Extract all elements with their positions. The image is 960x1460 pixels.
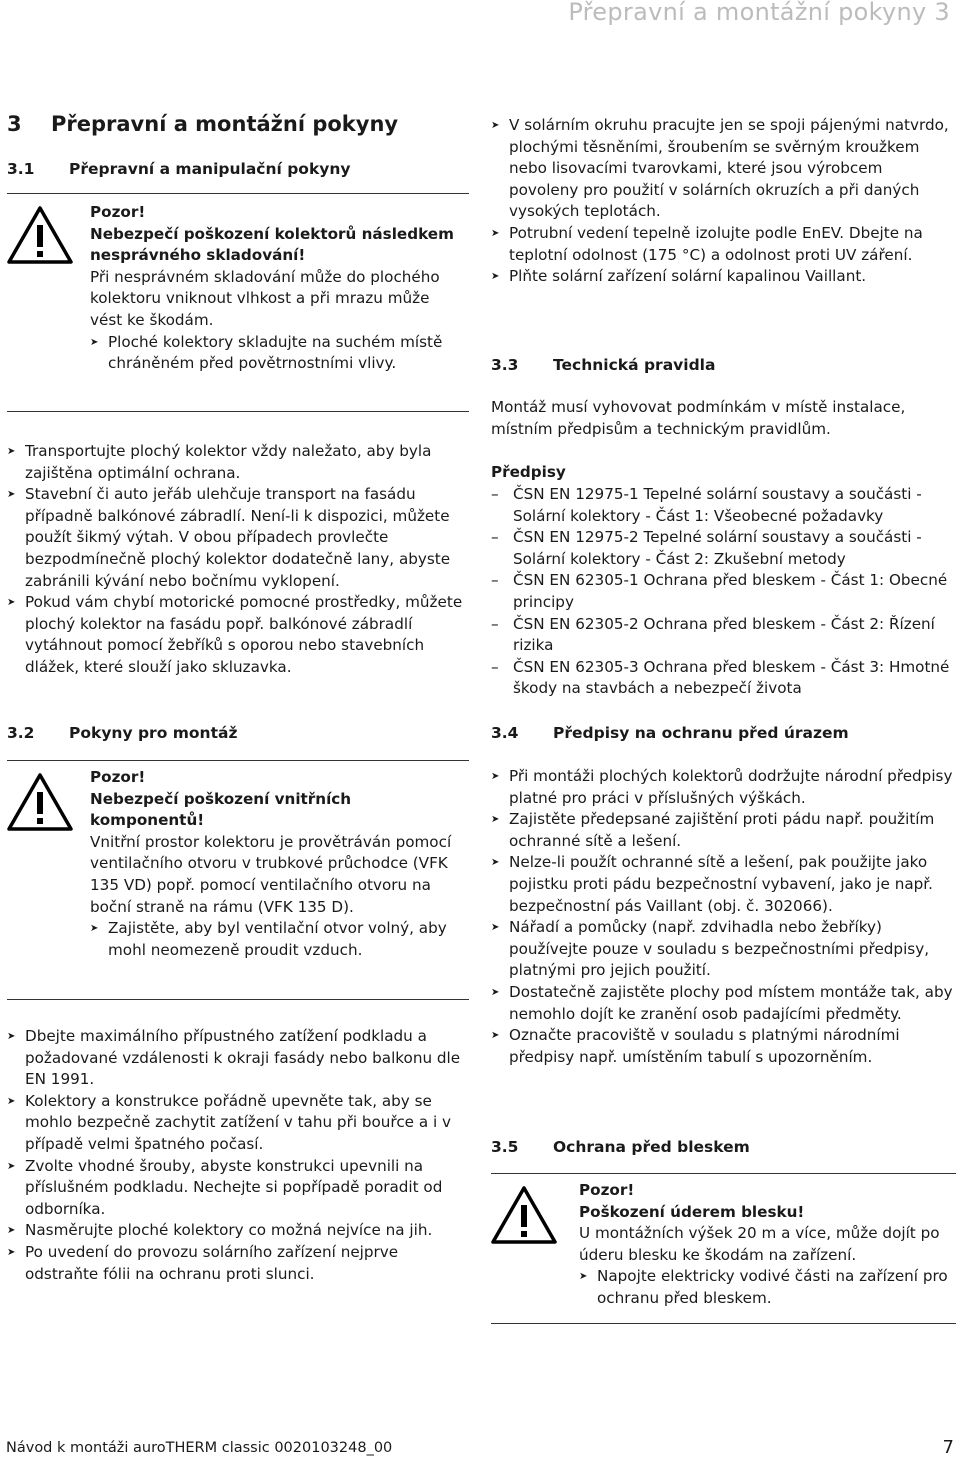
warning-triangle-icon (491, 1186, 557, 1244)
section-3-4-heading (491, 722, 956, 744)
list-item: ➤ Kolektory a konstrukce pořádně upevněte tak, aby se mohlo bezpečně zachytit zatížení v tahu při bouřce a i v případě velmi špatného počasí. (7, 1091, 469, 1156)
note-content (579, 1180, 951, 1310)
chapter-title: Přepravní a montážní pokyny (51, 112, 399, 136)
warning-triangle-icon (7, 206, 73, 264)
list-item: ➤ Nelze-li použít ochranné sítě a lešení, pak použijte jako pojistku proti pádu bezpečnostní vybavení, jako je např. bezpečnostní pás Vaillant (obj. č. 302066). (491, 852, 956, 917)
section-3-1-heading (7, 158, 469, 180)
section-title: Přepravní a manipulační pokyny (69, 160, 351, 178)
list-item: ➤ Po uvedení do provozu solárního zařízení nejprve odstraňte fólii na ochranu proti slunci. (7, 1242, 469, 1285)
section-title: Technická pravidla (553, 356, 716, 374)
note-title: Poškození úderem blesku! (579, 1202, 805, 1221)
note-bullets (90, 918, 462, 961)
list-item: – ČSN EN 12975-2 Tepelné solární soustavy a součásti - Solární kolektory - Část 2: Zkušební metody (491, 527, 956, 570)
note-bullet: ➤ Napojte elektricky vodivé části na zařízení pro ochranu před bleskem. (579, 1266, 951, 1309)
list-item: ➤ Dbejte maximálního přípustného zatížení podkladu a požadované vzdálenosti k okraji fasády nebo balkonu dle EN 1991. (7, 1026, 469, 1091)
list-item: ➤ Při montáži plochých kolektorů dodržujte národní předpisy platné pro práci v příslušných výškách. (491, 766, 956, 809)
section-3-3-heading (491, 354, 956, 376)
section-number: 3.1 (7, 160, 35, 178)
warning-note-storage (7, 193, 469, 412)
section-number: 3.5 (491, 1138, 519, 1156)
regulations-subtitle: Předpisy (491, 463, 566, 481)
note-label: Pozor! (579, 1181, 635, 1199)
technical-rules-intro: Montáž musí vyhovovat podmínkám v místě instalace, místním předpisům a technickým pravidlům. (491, 398, 906, 438)
list-item: – ČSN EN 62305-2 Ochrana před bleskem - Část 2: Řízení rizika (491, 614, 956, 657)
solar-circuit-bullets (491, 115, 956, 288)
section-title: Ochrana před bleskem (553, 1138, 750, 1156)
list-item: – ČSN EN 62305-1 Ochrana před bleskem - Část 1: Obecné principy (491, 570, 956, 613)
section-3-2-heading (7, 722, 469, 744)
section-title: Pokyny pro montáž (69, 724, 238, 742)
regulations-list (491, 484, 956, 700)
list-item: ➤ Potrubní vedení tepelně izolujte podle EnEV. Dbejte na teplotní odolnost (175 °C) a odolnost proti UV záření. (491, 223, 956, 266)
note-content (90, 202, 466, 375)
footer-page-number: 7 (942, 1437, 954, 1458)
transport-bullets (7, 441, 469, 679)
list-item: ➤ Pokud vám chybí motorické pomocné prostředky, můžete plochý kolektor na fasádu popř. balkónové zábradlí vytáhnout pomocí žebříků s oporou nebo stavebních dlážek, které slouží jako skluzavka. (7, 592, 469, 678)
chapter-number: 3 (7, 112, 22, 136)
warning-note-lightning (491, 1173, 956, 1324)
note-bullet: ➤ Zajistěte, aby byl ventilační otvor volný, aby mohl neomezeně proudit vzduch. (90, 918, 462, 961)
section-number: 3.2 (7, 724, 35, 742)
section-number: 3.4 (491, 724, 519, 742)
chapter-heading (7, 111, 469, 137)
list-item: ➤ Plňte solární zařízení solární kapalinou Vaillant. (491, 266, 956, 288)
page-header-title: Přepravní a montážní pokyny 3 (568, 0, 950, 26)
list-item: ➤ Dostatečně zajistěte plochy pod místem montáže tak, aby nemohlo dojít ke zranění osob padajícími předměty. (491, 982, 956, 1025)
list-item: ➤ Označte pracoviště v souladu s platnými národními předpisy např. umístěním tabulí s upozorněním. (491, 1025, 956, 1068)
note-body: Vnitřní prostor kolektoru je provětráván pomocí ventilačního otvoru v trubkové průchodce (VFK 135 VD) popř. pomocí ventilačního otvoru na boční straně na rámu (VFK 135 D). (90, 832, 452, 916)
warning-triangle-icon (7, 773, 73, 831)
list-item: – ČSN EN 62305-3 Ochrana před bleskem - Část 3: Hmotné škody na stavbách a nebezpečí života (491, 657, 956, 700)
list-item: ➤ Transportujte plochý kolektor vždy naležato, aby byla zajištěna optimální ochrana. (7, 441, 469, 484)
list-item: ➤ Stavební či auto jeřáb ulehčuje transport na fasádu případně balkónové zábradlí. Není-li k dispozici, můžete použít šikmý výtah. V obou případech provlečte bezpodmínečně plochý kolektor dodatečně lany, abyste zabránili kývání nebo bočnímu vyklopení. (7, 484, 469, 592)
note-label: Pozor! (90, 768, 146, 786)
list-item: ➤ V solárním okruhu pracujte jen se spoji pájenými natvrdo, plochými těsněními, šroubením se svěrným kroužkem nebo lisovacími tvarovkami, které jsou výrobcem povoleny pro použití v solárních okruzích a při daných vysokých teplotách. (491, 115, 956, 223)
list-item: ➤ Zajistěte předepsané zajištění proti pádu např. použitím ochranné sítě a lešení. (491, 809, 956, 852)
note-body: Při nesprávném skladování může do plochého kolektoru vniknout vlhkost a při mrazu může vést ke škodám. (90, 267, 440, 329)
note-label: Pozor! (90, 203, 146, 221)
note-title: Nebezpečí poškození vnitřních komponentů! (90, 789, 352, 830)
mounting-bullets (7, 1026, 469, 1285)
list-item: ➤ Zvolte vhodné šrouby, abyste konstrukci upevnili na příslušném podkladu. Nechejte si popřípadě poradit od odborníka. (7, 1156, 469, 1221)
warning-note-internals (7, 760, 469, 1000)
section-number: 3.3 (491, 356, 519, 374)
note-body: U montážních výšek 20 m a více, může dojít po úderu blesku ke škodám na zařízení. (579, 1224, 940, 1264)
list-item: – ČSN EN 12975-1 Tepelné solární soustavy a součásti - Solární kolektory - Část 1: Všeobecné požadavky (491, 484, 956, 527)
list-item: ➤ Nářadí a pomůcky (např. zdvihadla nebo žebříky) používejte pouze v souladu s bezpečnostními předpisy, platnými pro jejich použití. (491, 917, 956, 982)
section-3-5-heading (491, 1136, 956, 1158)
list-item: ➤ Nasměrujte ploché kolektory co možná nejvíce na jih. (7, 1220, 469, 1242)
note-bullets (579, 1266, 951, 1309)
safety-bullets (491, 766, 956, 1068)
note-bullets (90, 332, 466, 375)
note-bullet: ➤ Ploché kolektory skladujte na suchém místě chráněném před povětrnostními vlivy. (90, 332, 466, 375)
note-title: Nebezpečí poškození kolektorů následkem nesprávného skladování! (90, 224, 454, 265)
section-title: Předpisy na ochranu před úrazem (553, 724, 849, 742)
footer-document-name: Návod k montáži auroTHERM classic 0020103248_00 (6, 1440, 393, 1456)
note-content (90, 767, 462, 961)
